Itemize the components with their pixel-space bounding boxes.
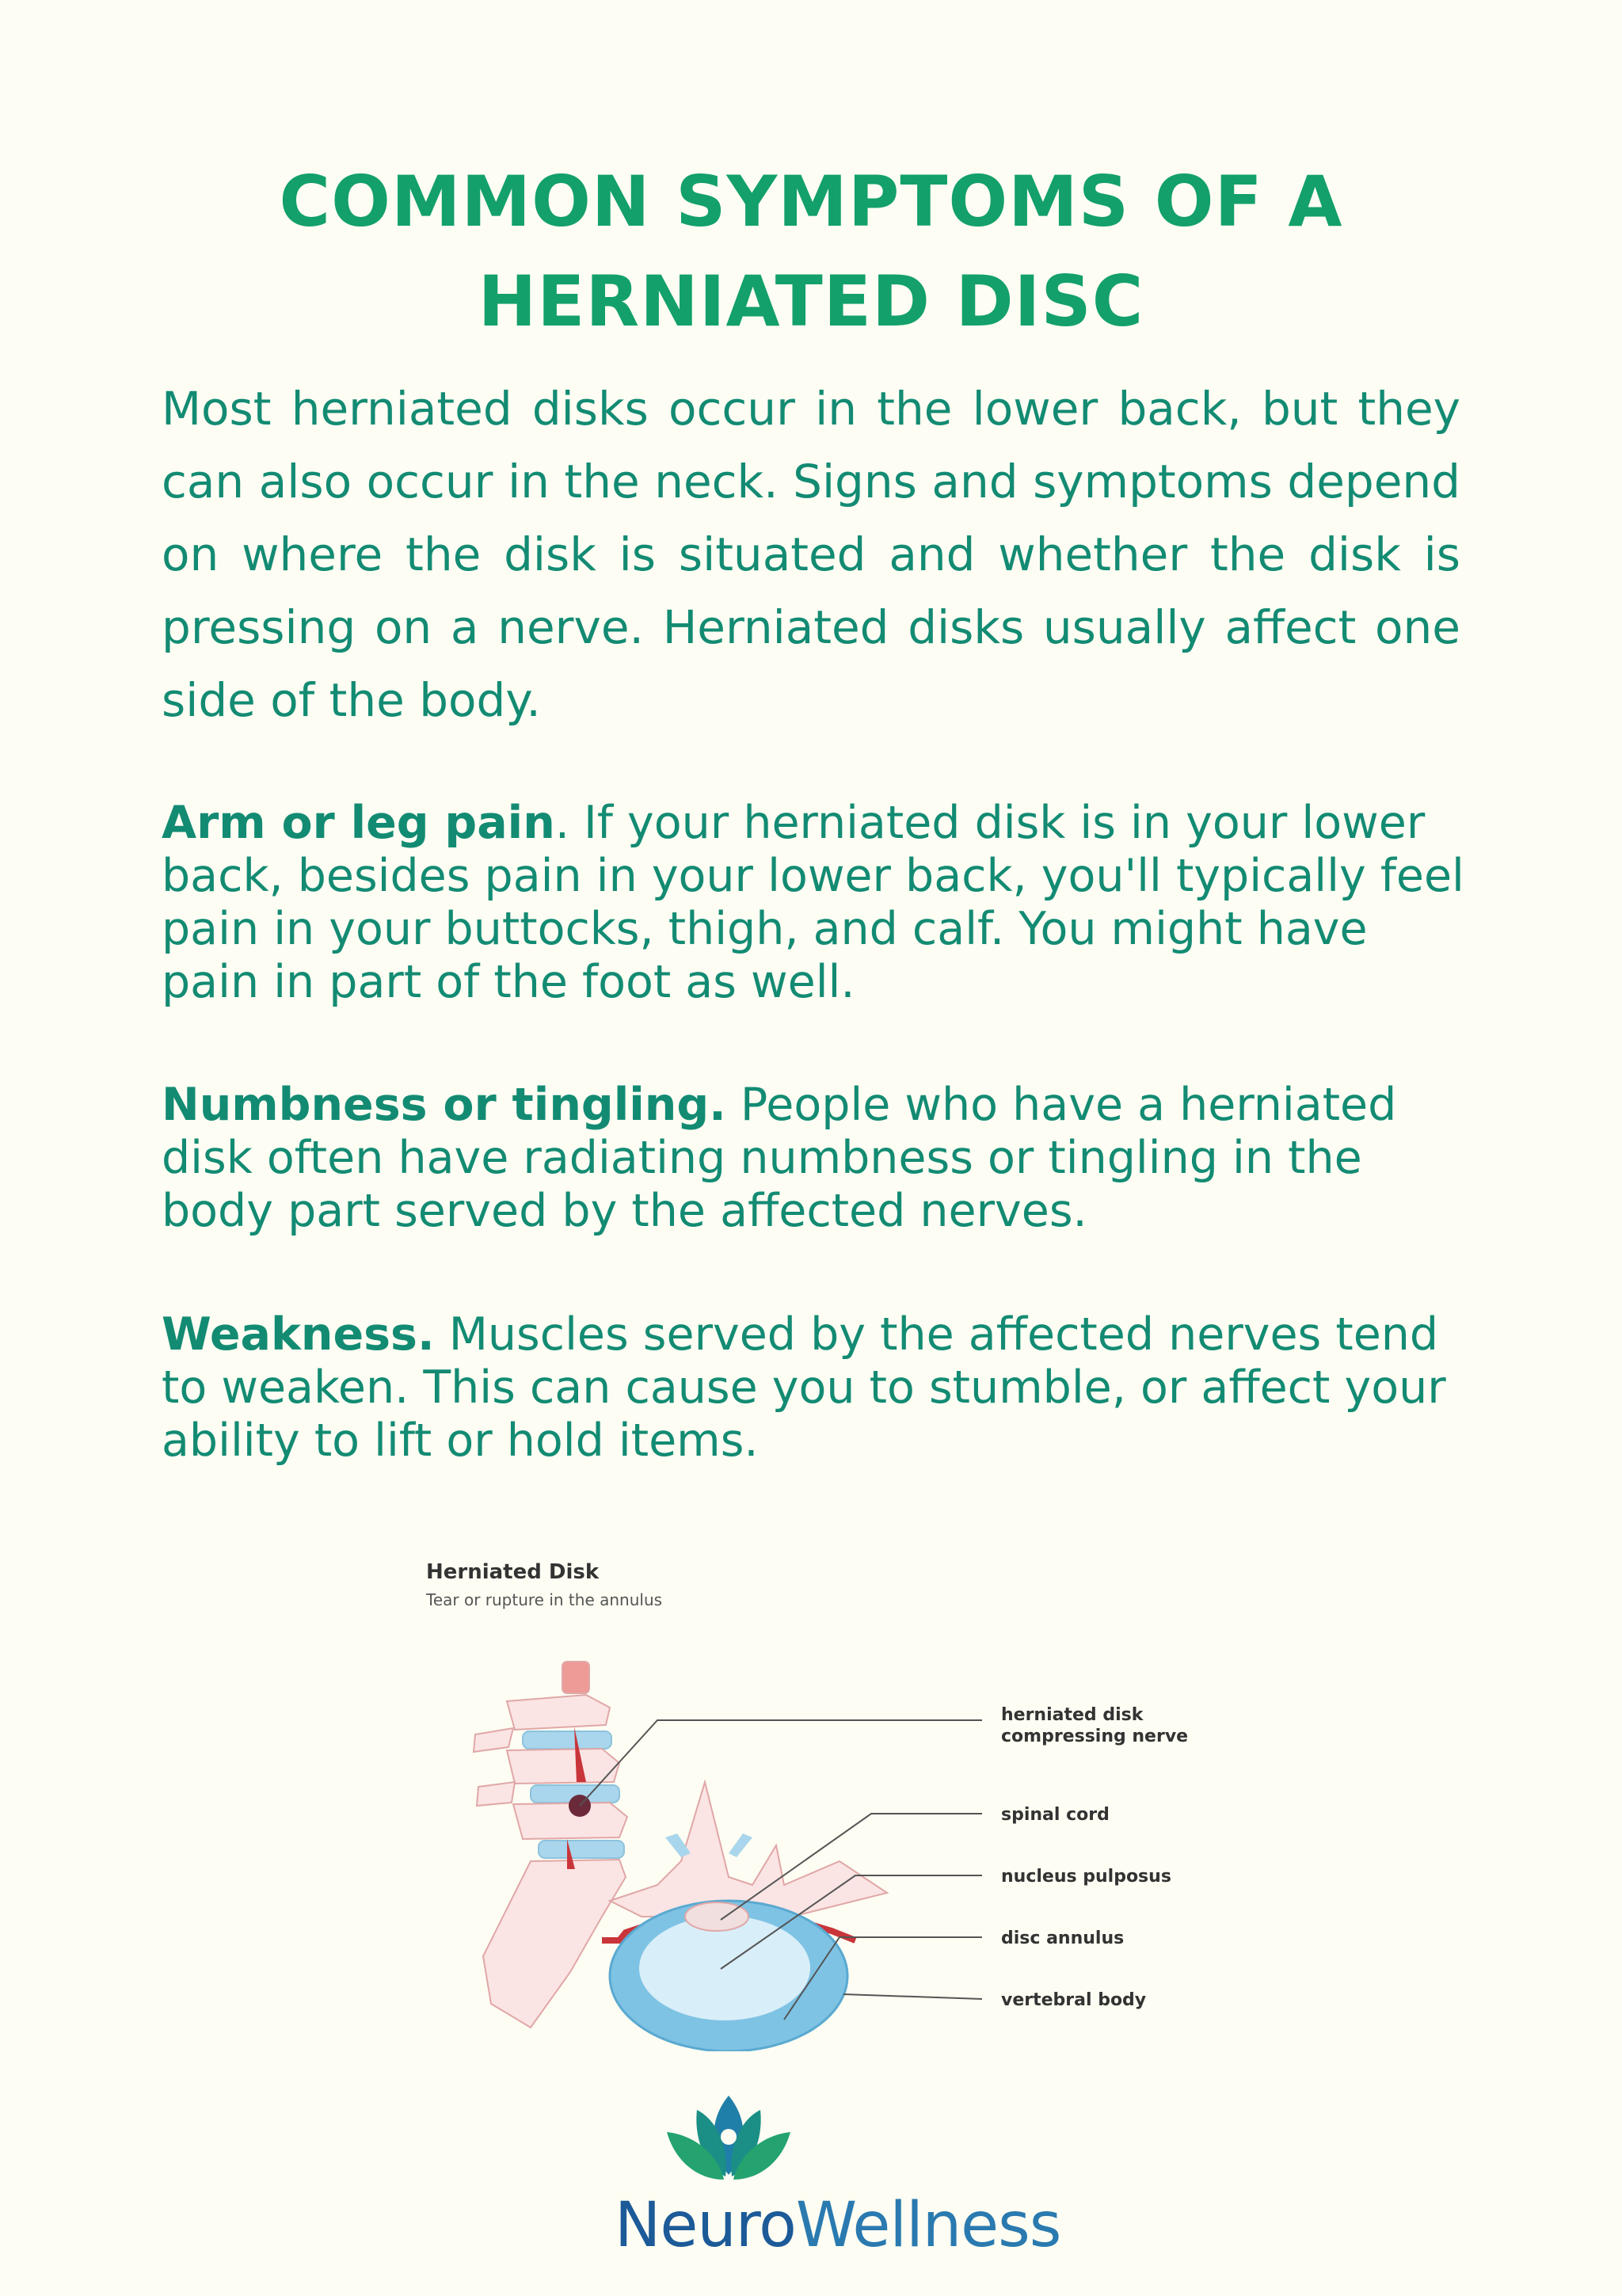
symptom-heading: Weakness. bbox=[162, 1308, 435, 1361]
brand-part-wellness: Wellness bbox=[795, 2190, 1061, 2261]
symptom-heading: Arm or leg pain bbox=[162, 797, 555, 849]
symptom-numbness-tingling bbox=[162, 1079, 1476, 1238]
label-spinal-cord: spinal cord bbox=[1001, 1805, 1110, 1825]
symptom-text: People who have a herniated disk often have radiating numbness or tingling in the body part served by the affected nerves. bbox=[162, 1079, 1397, 1237]
spine-side-view bbox=[474, 1662, 627, 2028]
title-line-1: COMMON SYMPTOMS OF A bbox=[279, 161, 1343, 242]
figure-title: Herniated Disk bbox=[426, 1560, 600, 1584]
figure-subtitle: Tear or rupture in the annulus bbox=[426, 1590, 663, 1609]
label-disc-annulus: disc annulus bbox=[1001, 1929, 1125, 1948]
lotus-icon bbox=[649, 2088, 808, 2191]
symptom-text: . If your herniated disk is in your lower back, besides pain in your lower back, you'll typically feel pain in your buttocks, thigh, and calf. You might have pain in part of the foot as well. bbox=[162, 797, 1464, 1008]
label-vertebral-body: vertebral body bbox=[1001, 1990, 1147, 2010]
intro-paragraph: Most herniated disks occur in the lower back, but they can also occur in the neck. Signs and symptoms depend on where the disk is situated and whether the disk is pressing on a nerve. Herniated disks usually affect one side of the body. bbox=[162, 382, 1460, 727]
label-nucleus-pulposus: nucleus pulposus bbox=[1001, 1867, 1171, 1887]
brand-part-neuro: Neuro bbox=[615, 2190, 796, 2261]
symptom-weakness bbox=[162, 1308, 1476, 1468]
brand-name bbox=[615, 2186, 1060, 2265]
page-title bbox=[119, 152, 1503, 352]
symptom-arm-leg-pain bbox=[162, 797, 1476, 1009]
symptom-text: Muscles served by the affected nerves tend to weaken. This can cause you to stumble, or affect your ability to lift or hold items. bbox=[162, 1308, 1446, 1467]
label-herniated-disk: herniated disk compressing nerve bbox=[1001, 1705, 1189, 1746]
spine-illustration bbox=[412, 1544, 1212, 2051]
neurowellness-logo bbox=[602, 2091, 1061, 2281]
symptom-heading: Numbness or tingling. bbox=[162, 1079, 726, 1131]
vertebra-cross-section bbox=[602, 1782, 887, 2051]
title-line-2: HERNIATED DISC bbox=[478, 261, 1144, 342]
herniated-disk-figure bbox=[412, 1544, 1212, 2051]
